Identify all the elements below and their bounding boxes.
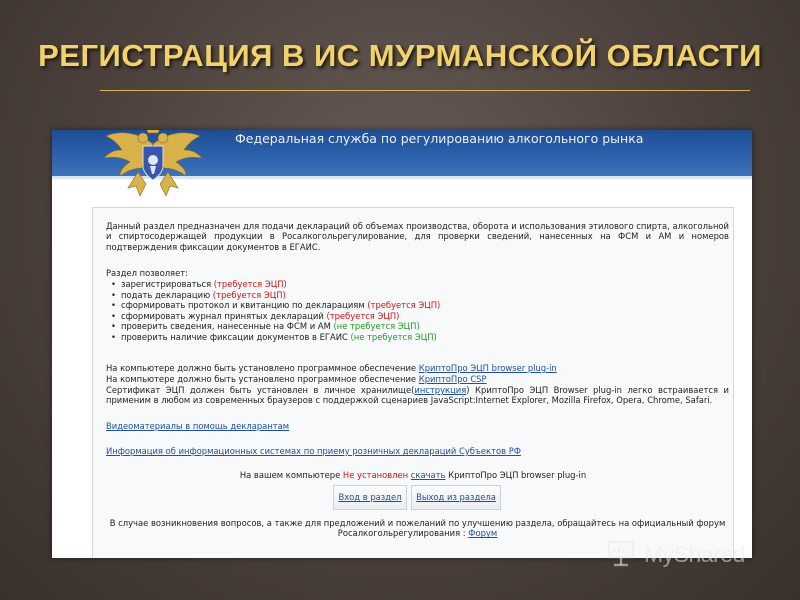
intro-text: Данный раздел предназначен для подачи деклараций об объемах производства, оборота и использования этилового спирта, алкогольной и спиртосодержащей продукции в Росалкогольрегулирование, для проверки сведений, нанесенных на ФСМ и АМ и номеров подтверждения фиксации документов в ЕГАИС. bbox=[106, 221, 729, 252]
enter-section-button[interactable] bbox=[333, 485, 407, 510]
watermark bbox=[606, 538, 766, 572]
software-requirement-plugin bbox=[106, 363, 557, 373]
certificate-text: Сертификат ЭЦП должен быть установлен в личное хранилище( bbox=[106, 385, 415, 395]
footer-text: В случае возникновения вопросов, а также для предложений и пожеланий по улучшению раздела, обращайтесь на официальный форум Росалкогольрегулирования : bbox=[109, 518, 726, 539]
list-item-text: зарегистрироваться bbox=[121, 279, 214, 289]
presentation-board-icon bbox=[606, 538, 636, 568]
cryptopro-plugin-link[interactable]: КриптоПро ЭЦП browser plug-in bbox=[418, 363, 557, 373]
certificate-note bbox=[106, 385, 729, 406]
header-title: Федеральная служба по регулированию алкогольного рынка bbox=[235, 131, 644, 146]
plugin-status-suffix: КриптоПро ЭЦП browser plug-in bbox=[445, 470, 587, 480]
certificate-text-tail: ) КриптоПро ЭЦП Browser plug-in легко встраивается и применим в любом из современных браузеров с поддержкой сценариев JavaScript:Internet Explorer, Mozilla Firefox, Opera, Chrome, Safari. bbox=[106, 385, 730, 406]
plugin-status-value: Не установлен bbox=[342, 470, 409, 480]
list-item: • подать декларацию (требуется ЭЦП) bbox=[111, 289, 286, 300]
plugin-status bbox=[93, 470, 733, 480]
list-item: • зарегистрироваться (требуется ЭЦП) bbox=[111, 279, 287, 289]
requirement-note: (требуется ЭЦП) bbox=[212, 289, 286, 300]
exit-section-label: Выход из раздела bbox=[416, 492, 496, 502]
software-text: На компьютере должно быть установлено программное обеспечение bbox=[106, 374, 419, 384]
requirement-note: (требуется ЭЦП) bbox=[326, 310, 400, 321]
cryptopro-csp-link[interactable]: КриптоПро CSP bbox=[418, 374, 487, 384]
software-requirement-csp bbox=[106, 374, 487, 384]
allows-list bbox=[111, 279, 440, 343]
requirement-note: (не требуется ЭЦП) bbox=[333, 321, 420, 332]
software-text: На компьютере должно быть установлено программное обеспечение bbox=[106, 363, 419, 373]
video-materials-link[interactable]: Видеоматериалы в помощь декларантам bbox=[106, 421, 290, 431]
list-item: • проверить сведения, нанесенные на ФСМ и АМ (не требуется ЭЦП) bbox=[111, 321, 420, 332]
list-item-text: сформировать протокол и квитанцию по декларациям bbox=[121, 300, 368, 311]
info-systems-link[interactable]: Информация об информационных системах по приему розничных деклараций Субъектов РФ bbox=[106, 446, 521, 456]
double-headed-eagle-emblem-icon bbox=[98, 130, 208, 198]
list-item: • сформировать протокол и квитанцию по декларациям (требуется ЭЦП) bbox=[111, 300, 441, 311]
list-item-text: подать декларацию bbox=[121, 289, 213, 300]
watermark-text: MyShared bbox=[644, 541, 745, 567]
list-item-text: проверить наличие фиксации документов в ЕГАИС bbox=[121, 331, 351, 342]
content-panel bbox=[92, 207, 734, 558]
title-divider bbox=[100, 90, 750, 91]
list-item: • проверить наличие фиксации документов в ЕГАИС (не требуется ЭЦП) bbox=[111, 331, 437, 342]
allows-heading: Раздел позволяет: bbox=[106, 268, 188, 278]
list-item: • сформировать журнал принятых деклараций (требуется ЭЦП) bbox=[111, 310, 400, 321]
exit-section-button[interactable] bbox=[411, 485, 501, 510]
list-item-text: сформировать журнал принятых деклараций bbox=[121, 310, 327, 321]
instruction-link[interactable]: инструкция bbox=[414, 385, 467, 395]
enter-section-label: Вход в раздел bbox=[338, 492, 402, 502]
website-screenshot bbox=[52, 130, 752, 558]
forum-link[interactable]: Форум bbox=[468, 528, 498, 539]
requirement-note: (требуется ЭЦП) bbox=[213, 279, 287, 289]
footer-note bbox=[106, 518, 729, 539]
list-item-text: проверить сведения, нанесенные на ФСМ и АМ bbox=[121, 321, 334, 332]
plugin-status-text: На вашем компьютере bbox=[239, 470, 343, 480]
requirement-note: (требуется ЭЦП) bbox=[367, 300, 441, 311]
requirement-note: (не требуется ЭЦП) bbox=[350, 331, 437, 342]
slide-title: РЕГИСТРАЦИЯ В ИС МУРМАНСКОЙ ОБЛАСТИ bbox=[38, 38, 762, 73]
download-link[interactable]: скачать bbox=[410, 470, 446, 480]
